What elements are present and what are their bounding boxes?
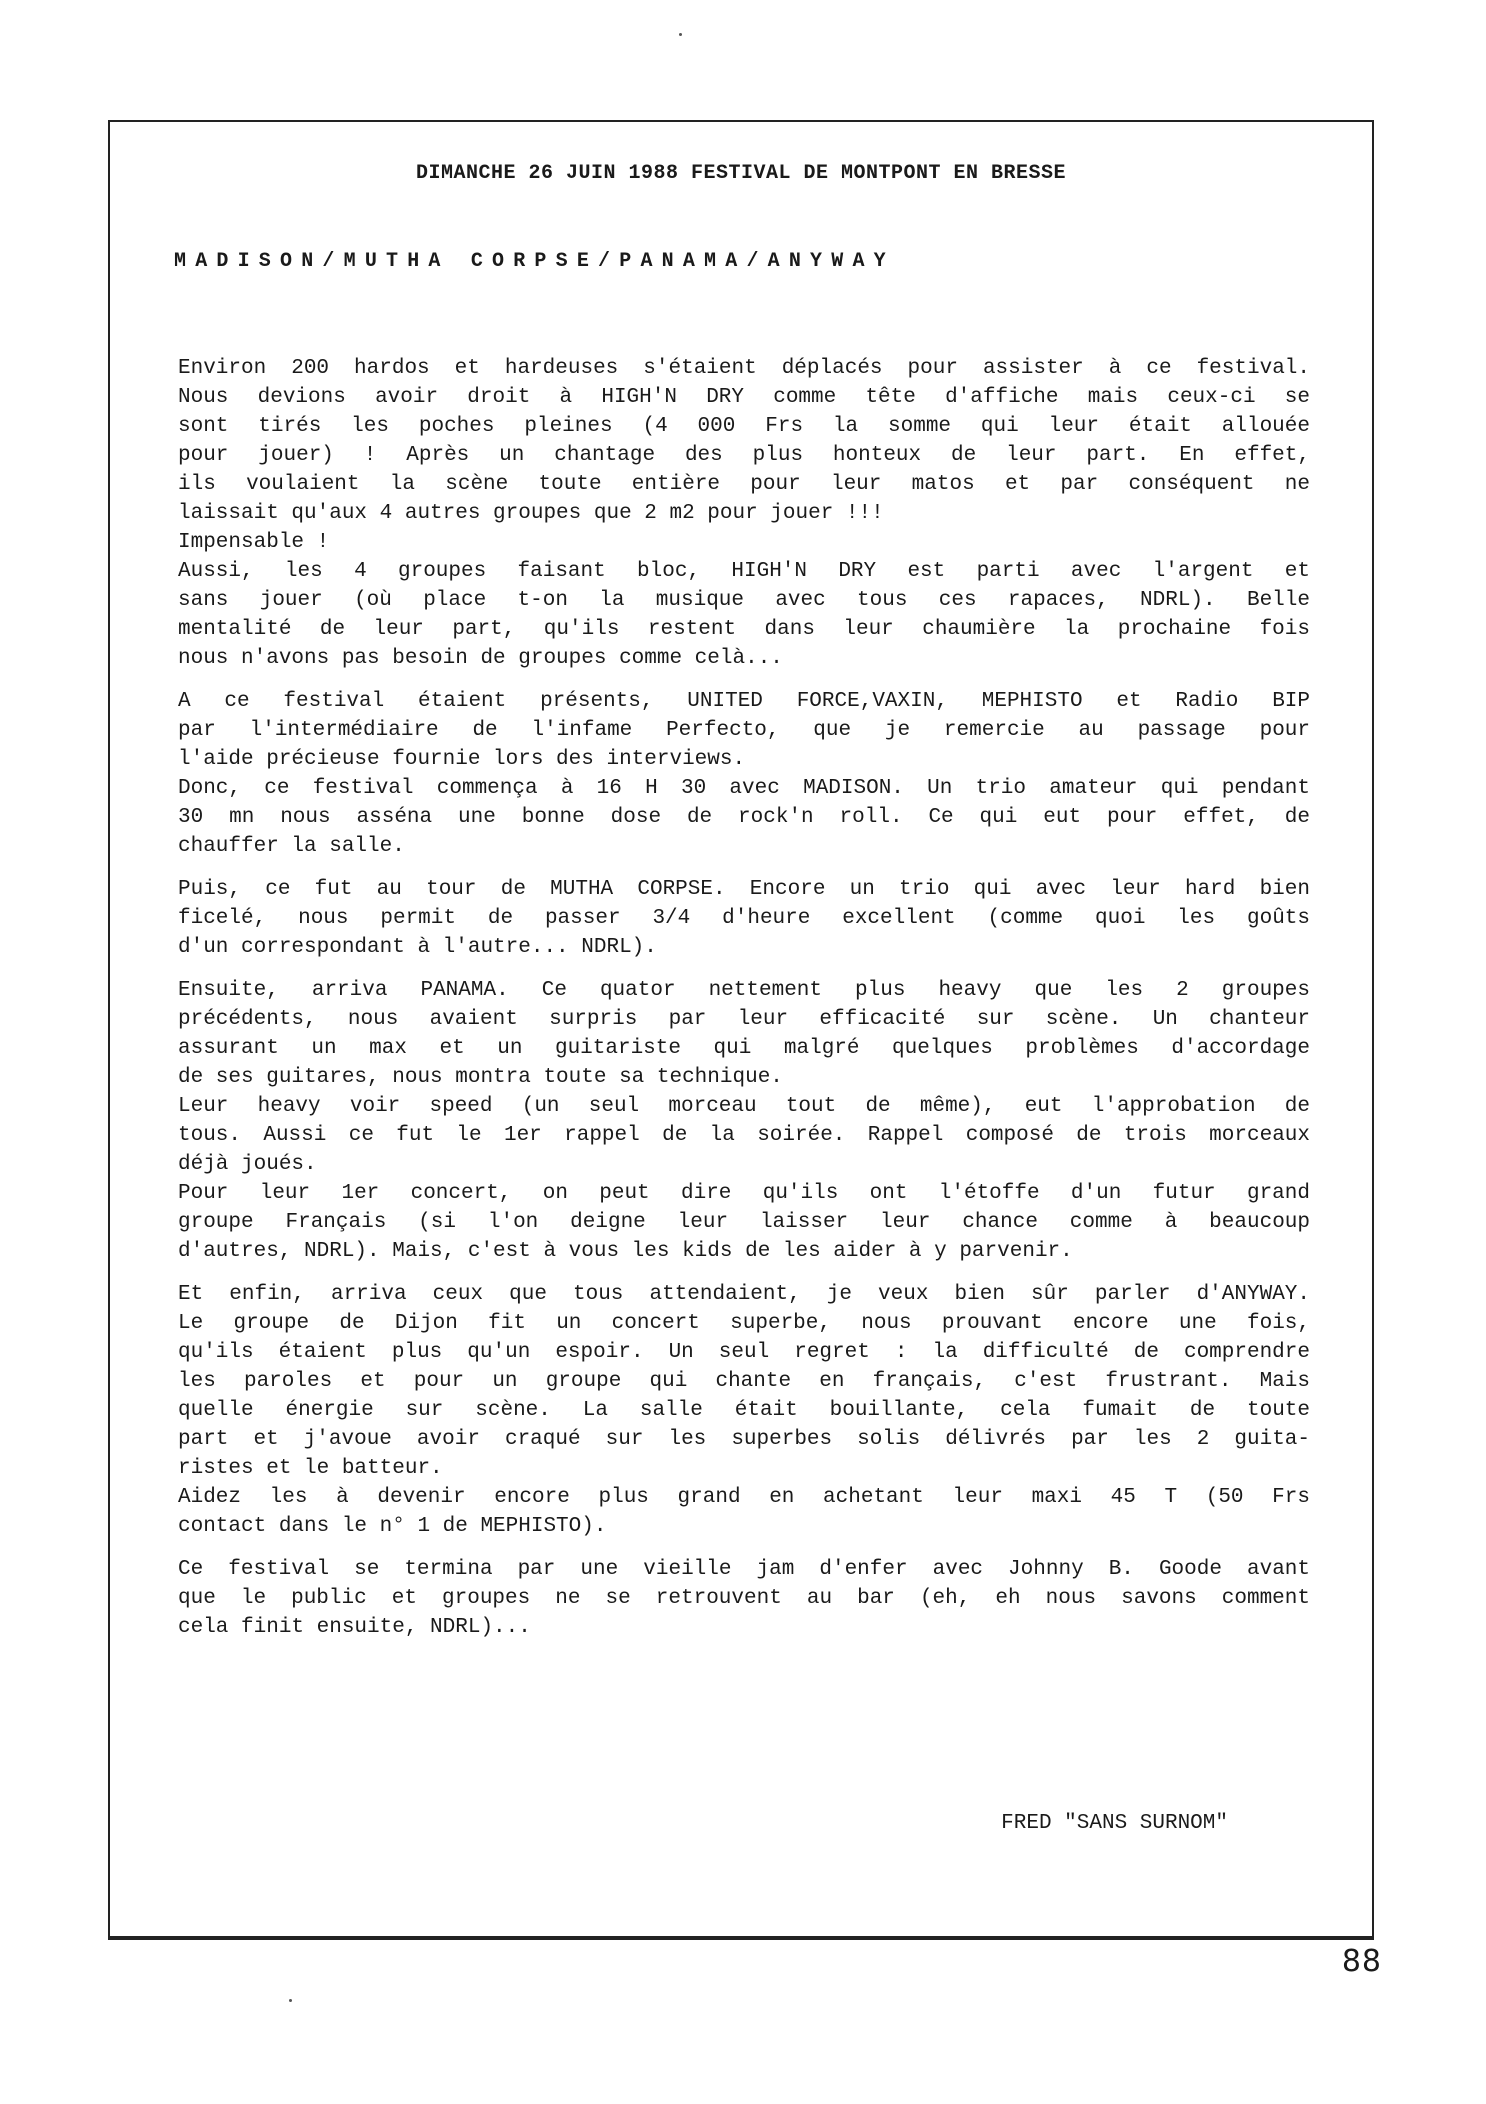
text-line: de ses guitares, nous montra toute sa technique. <box>178 1066 783 1089</box>
text-line: Pour leur 1er concert, on peut dire qu'ils ont l'étoffe d'un futur grand <box>178 1182 1310 1205</box>
text-line: 30 mn nous asséna une bonne dose de rock'n roll. Ce qui eut pour effet, de <box>178 806 1310 829</box>
text-line: tous. Aussi ce fut le 1er rappel de la soirée. Rappel composé de trois morceaux <box>178 1124 1310 1147</box>
text-line: les paroles et pour un groupe qui chante en français, c'est frustrant. Mais <box>178 1370 1310 1393</box>
text-line: qu'ils étaient plus qu'un espoir. Un seul regret : la difficulté de comprendre <box>178 1341 1310 1364</box>
text-line: quelle énergie sur scène. La salle était bouillante, cela fumait de toute <box>178 1399 1310 1422</box>
text-line: d'un correspondant à l'autre... NDRL). <box>178 936 657 959</box>
text-line: que le public et groupes ne se retrouvent au bar (eh, eh nous savons comment <box>178 1587 1310 1610</box>
text-line: mentalité de leur part, qu'ils restent dans leur chaumière la prochaine fois <box>178 618 1310 641</box>
text-line: Nous devions avoir droit à HIGH'N DRY comme tête d'affiche mais ceux-ci se <box>178 386 1310 409</box>
article-paragraph <box>178 687 1310 861</box>
text-line: Le groupe de Dijon fit un concert superbe, nous prouvant encore une fois, <box>178 1312 1310 1335</box>
text-line: chauffer la salle. <box>178 835 405 858</box>
article-paragraph <box>178 976 1310 1266</box>
paper-speck <box>289 1999 292 2002</box>
article-paragraph <box>178 1280 1310 1541</box>
article-frame <box>108 120 1374 1938</box>
event-heading: DIMANCHE 26 JUIN 1988 FESTIVAL DE MONTPONT EN BRESSE <box>415 162 1067 185</box>
page-number: 88 <box>1341 1944 1382 1979</box>
text-line: sont tirés les poches pleines (4 000 Frs la somme qui leur était allouée <box>178 415 1310 438</box>
text-line: Leur heavy voir speed (un seul morceau tout de même), eut l'approbation de <box>178 1095 1310 1118</box>
text-line: Ensuite, arriva PANAMA. Ce quator nettement plus heavy que les 2 groupes <box>178 979 1310 1002</box>
text-line: Environ 200 hardos et hardeuses s'étaient déplacés pour assister à ce festival. <box>178 357 1310 380</box>
text-line: laissait qu'aux 4 autres groupes que 2 m2 pour jouer !!! <box>178 502 884 525</box>
text-line: part et j'avoue avoir craqué sur les superbes solis délivrés par les 2 guita- <box>178 1428 1310 1451</box>
article-body <box>178 354 1310 1656</box>
text-line: d'autres, NDRL). Mais, c'est à vous les kids de les aider à y parvenir. <box>178 1240 1073 1263</box>
text-line: A ce festival étaient présents, UNITED FORCE,VAXIN, MEPHISTO et Radio BIP <box>178 690 1310 713</box>
text-line: assurant un max et un guitariste qui malgré quelques problèmes d'accordage <box>178 1037 1310 1060</box>
text-line: précédents, nous avaient surpris par leur efficacité sur scène. Un chanteur <box>178 1008 1310 1031</box>
band-lineup: MADISON/MUTHA CORPSE/PANAMA/ANYWAY <box>174 250 895 273</box>
text-line: ristes et le batteur. <box>178 1457 443 1480</box>
text-line: Donc, ce festival commença à 16 H 30 avec MADISON. Un trio amateur qui pendant <box>178 777 1310 800</box>
text-line: nous n'avons pas besoin de groupes comme celà... <box>178 647 783 670</box>
paper-speck <box>679 33 682 36</box>
text-line: Ce festival se termina par une vieille jam d'enfer avec Johnny B. Goode avant <box>178 1558 1310 1581</box>
text-line: Aidez les à devenir encore plus grand en achetant leur maxi 45 T (50 Frs <box>178 1486 1310 1509</box>
text-line: Impensable ! <box>178 531 330 554</box>
text-line: déjà joués. <box>178 1153 317 1176</box>
text-line: Aussi, les 4 groupes faisant bloc, HIGH'N DRY est parti avec l'argent et <box>178 560 1310 583</box>
text-line: par l'intermédiaire de l'infame Perfecto, que je remercie au passage pour <box>178 719 1310 742</box>
text-line: cela finit ensuite, NDRL)... <box>178 1616 531 1639</box>
article-paragraph <box>178 875 1310 962</box>
article-paragraph <box>178 354 1310 673</box>
text-line: ils voulaient la scène toute entière pour leur matos et par conséquent ne <box>178 473 1310 496</box>
text-line: ficelé, nous permit de passer 3/4 d'heure excellent (comme quoi les goûts <box>178 907 1310 930</box>
text-line: contact dans le n° 1 de MEPHISTO). <box>178 1515 607 1538</box>
text-line: l'aide précieuse fournie lors des interviews. <box>178 748 746 771</box>
article-paragraph <box>178 1555 1310 1642</box>
text-line: groupe Français (si l'on deigne leur laisser leur chance comme à beaucoup <box>178 1211 1310 1234</box>
text-line: pour jouer) ! Après un chantage des plus honteux de leur part. En effet, <box>178 444 1310 467</box>
author-signature: FRED "SANS SURNOM" <box>1001 1812 1228 1835</box>
text-line: sans jouer (où place t-on la musique avec tous ces rapaces, NDRL). Belle <box>178 589 1310 612</box>
text-line: Et enfin, arriva ceux que tous attendaient, je veux bien sûr parler d'ANYWAY. <box>178 1283 1310 1306</box>
text-line: Puis, ce fut au tour de MUTHA CORPSE. Encore un trio qui avec leur hard bien <box>178 878 1310 901</box>
